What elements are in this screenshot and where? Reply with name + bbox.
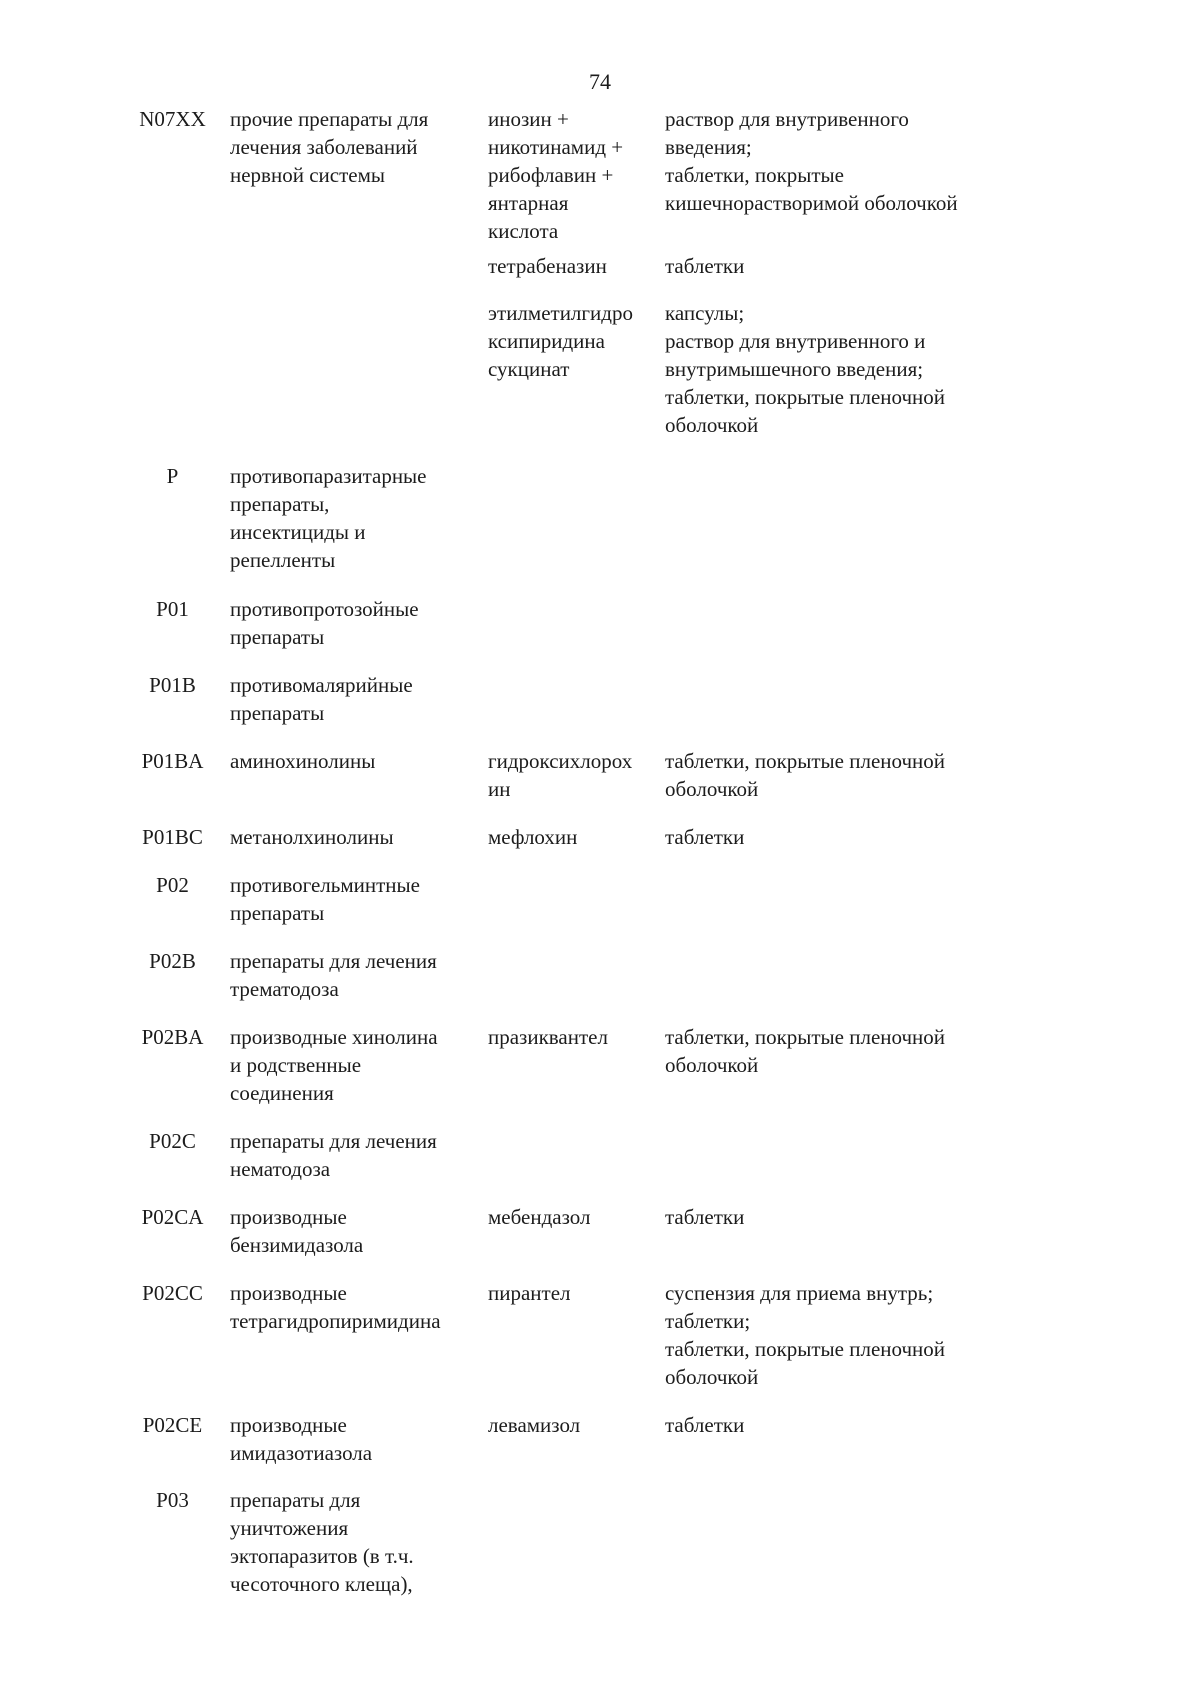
drug-classification-table bbox=[0, 105, 1200, 1606]
drug-name: празиквантел bbox=[488, 1025, 608, 1049]
dosage-form: таблетки bbox=[665, 825, 745, 849]
pharmacological-group: противомалярийные препараты bbox=[230, 673, 413, 725]
table-row bbox=[0, 1203, 1200, 1279]
pharmacological-group: препараты для лечения нематодоза bbox=[230, 1129, 437, 1181]
table-row bbox=[0, 595, 1200, 671]
table-row bbox=[0, 252, 1200, 299]
dosage-form: таблетки bbox=[665, 1413, 745, 1437]
table-row bbox=[0, 1279, 1200, 1411]
pharmacological-group: производные имидазотиазола bbox=[230, 1413, 373, 1465]
atc-code: P02CA bbox=[141, 1205, 204, 1229]
atc-code: P01BA bbox=[141, 749, 204, 773]
pharmacological-group: противопаразитарные препараты, инсектициды и репелленты bbox=[230, 464, 427, 572]
page-number: 74 bbox=[589, 69, 611, 94]
dosage-form: суспензия для приема внутрь; таблетки; таблетки, покрытые пленочной оболочкой bbox=[665, 1281, 946, 1389]
pharmacological-group: прочие препараты для лечения заболеваний нервной системы bbox=[230, 107, 429, 187]
drug-name: пирантел bbox=[488, 1281, 571, 1305]
pharmacological-group: препараты для уничтожения эктопаразитов (в т.ч. чесоточного клеща), bbox=[230, 1488, 414, 1596]
dosage-form: капсулы; раствор для внутривенного и внутримышечного введения; таблетки, покрытые пленочной оболочкой bbox=[665, 301, 946, 437]
table-row bbox=[0, 1411, 1200, 1486]
atc-code: P01BC bbox=[142, 825, 203, 849]
pharmacological-group: препараты для лечения трематодоза bbox=[230, 949, 437, 1001]
pharmacological-group: метанолхинолины bbox=[230, 825, 394, 849]
pharmacological-group: противогельминтные препараты bbox=[230, 873, 420, 925]
atc-code: P bbox=[166, 464, 179, 488]
atc-code: P02CE bbox=[142, 1413, 203, 1437]
table-row bbox=[0, 1127, 1200, 1203]
drug-name: инозин + никотинамид + рибофлавин + янтарная кислота bbox=[488, 107, 624, 243]
pharmacological-group: производные бензимидазола bbox=[230, 1205, 364, 1257]
atc-code: P02B bbox=[149, 949, 196, 973]
atc-code: P01B bbox=[149, 673, 196, 697]
dosage-form: таблетки bbox=[665, 1205, 745, 1229]
pharmacological-group: производные тетрагидропиримидина bbox=[230, 1281, 441, 1333]
drug-name: этилметилгидро ксипиридина сукцинат bbox=[488, 301, 633, 381]
atc-code: P01 bbox=[156, 597, 189, 621]
dosage-form: таблетки bbox=[665, 254, 745, 278]
drug-name: мебендазол bbox=[488, 1205, 591, 1229]
table-row bbox=[0, 947, 1200, 1023]
table-row bbox=[0, 671, 1200, 747]
table-row bbox=[0, 105, 1200, 252]
table-row bbox=[0, 747, 1200, 823]
drug-name: мефлохин bbox=[488, 825, 578, 849]
atc-code: N07XX bbox=[139, 107, 206, 131]
pharmacological-group: производные хинолина и родственные соединения bbox=[230, 1025, 438, 1105]
atc-code: P02BA bbox=[141, 1025, 204, 1049]
atc-code: P02C bbox=[149, 1129, 196, 1153]
atc-code: P02CC bbox=[142, 1281, 203, 1305]
drug-name: тетрабеназин bbox=[488, 254, 607, 278]
atc-code: P03 bbox=[156, 1488, 189, 1512]
table-row bbox=[0, 462, 1200, 595]
pharmacological-group: аминохинолины bbox=[230, 749, 376, 773]
pharmacological-group: противопротозойные препараты bbox=[230, 597, 419, 649]
drug-name: левамизол bbox=[488, 1413, 581, 1437]
atc-code: P02 bbox=[156, 873, 189, 897]
drug-name: гидроксихлорох ин bbox=[488, 749, 633, 801]
dosage-form: раствор для внутривенного введения; таблетки, покрытые кишечнорастворимой оболочкой bbox=[665, 107, 958, 215]
table-row bbox=[0, 1023, 1200, 1127]
table-row bbox=[0, 871, 1200, 947]
table-row bbox=[0, 299, 1200, 462]
table-row bbox=[0, 1486, 1200, 1606]
dosage-form: таблетки, покрытые пленочной оболочкой bbox=[665, 1025, 946, 1077]
table-row bbox=[0, 823, 1200, 871]
dosage-form: таблетки, покрытые пленочной оболочкой bbox=[665, 749, 946, 801]
